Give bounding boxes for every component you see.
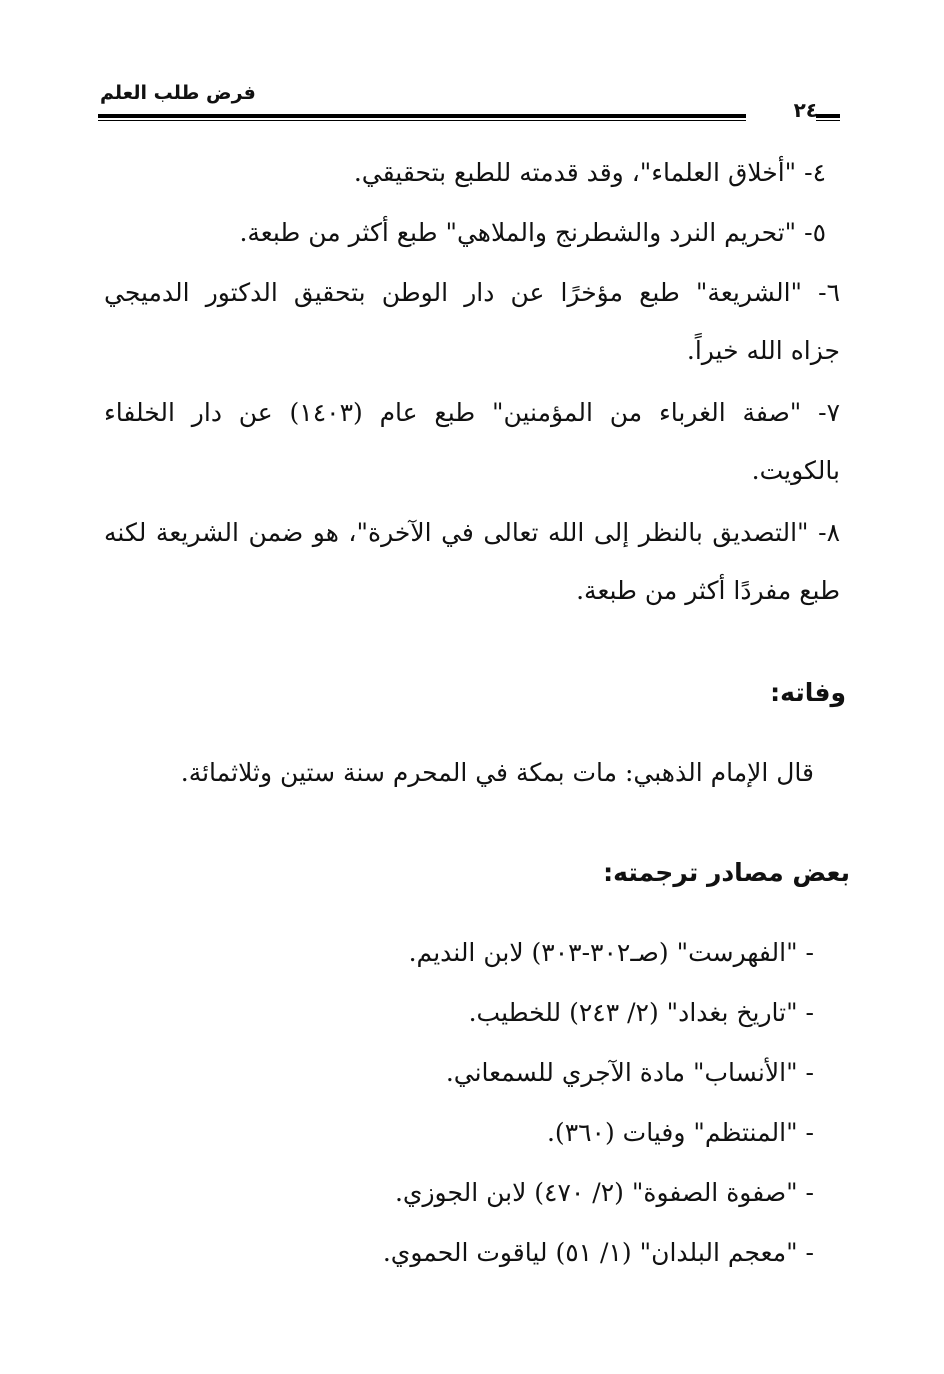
source-item: - "صفوة الصفوة" (٢/ ٤٧٠) لابن الجوزي.	[394, 1178, 814, 1207]
source-item: - "المنتظم" وفيات (٣٦٠).	[546, 1118, 814, 1147]
work-item-6-line-1: ٦- "الشريعة" طبع مؤخرًا عن دار الوطن بتحقيق الدكتور الدميجي	[104, 278, 840, 307]
header-rule-short	[816, 114, 840, 121]
work-item-7-line-2: بالكويت.	[751, 456, 840, 485]
death-heading: وفاته:	[770, 678, 846, 707]
source-item: - "تاريخ بغداد" (٢/ ٢٤٣) للخطيب.	[468, 998, 814, 1027]
sources-heading: بعض مصادر ترجمته:	[603, 858, 850, 887]
work-item-8-line-2: طبع مفردًا أكثر من طبعة.	[576, 576, 840, 605]
death-text: قال الإمام الذهبي: مات بمكة في المحرم سنة ستين وثلاثمائة.	[180, 758, 814, 787]
source-item: - "معجم البلدان" (١/ ٥١) لياقوت الحموي.	[382, 1238, 814, 1267]
work-item-7-line-1: ٧- "صفة الغرباء من المؤمنين" طبع عام (١٤٠٣) عن دار الخلفاء	[104, 398, 840, 427]
work-item-8-line-1: ٨- "التصديق بالنظر إلى الله تعالى في الآخرة"، هو ضمن الشريعة لكنه	[104, 518, 840, 547]
source-item: - "الأنساب" مادة الآجري للسمعاني.	[445, 1058, 814, 1087]
work-item-5: ٥- "تحريم النرد والشطرنج والملاهي" طبع أكثر من طبعة.	[239, 218, 826, 247]
header-rule	[98, 114, 746, 121]
work-item-4: ٤- "أخلاق العلماء"، وقد قدمته للطبع بتحقيقي.	[353, 158, 826, 187]
running-header-title: فرض طلب العلم	[100, 82, 256, 104]
source-item: - "الفهرست" (صـ٣٠٢-٣٠٣) لابن النديم.	[408, 938, 814, 967]
page-number: ٢٤	[793, 98, 818, 122]
work-item-6-line-2: جزاه الله خيراً.	[686, 336, 840, 365]
